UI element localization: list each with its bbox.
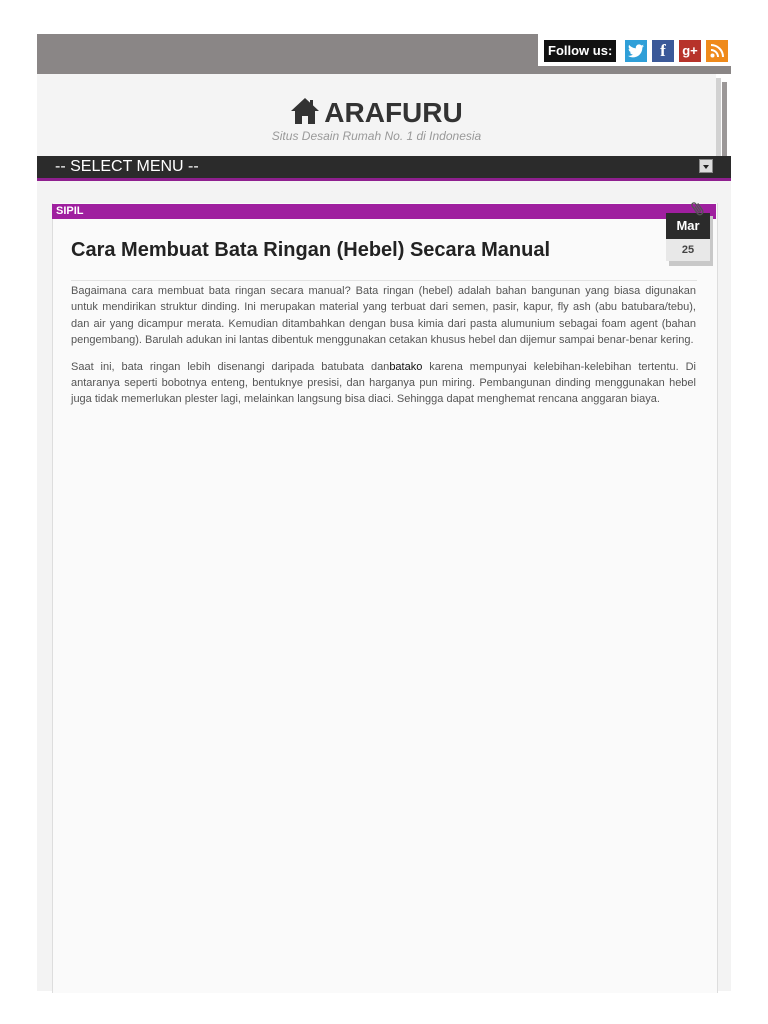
follow-us-panel [538,34,731,66]
chevron-down-icon[interactable] [699,159,713,173]
date-day: 25 [666,239,710,261]
facebook-icon[interactable]: f [652,40,674,62]
select-menu[interactable] [37,156,731,181]
post-paragraph: Saat ini, bata ringan lebih disenangi daripada batubata danbatako karena mempunyai kelebihan-kelebihan tertentu. Di antaranya seperti bobotnya enteng, bentuknye presisi, dan harganya pun miring. Pembangunan dinding menggunakan hebel juga tidak memerlukan plester lagi, melainkan langsung bisa diaci. Sehingga dapat menghemat rencana anggaran biaya. [71,360,696,406]
header-shadow [716,74,730,158]
title-divider [71,280,697,281]
category-label[interactable]: SIPIL [56,205,84,217]
site-name: ARAFURU [324,97,463,128]
top-bar [37,34,731,74]
select-menu-label: -- SELECT MENU -- [55,158,199,175]
site-header [37,74,716,158]
home-icon [290,97,320,133]
post-title[interactable]: Cara Membuat Bata Ringan (Hebel) Secara Manual [71,239,551,261]
site-tagline: Situs Desain Rumah No. 1 di Indonesia [271,129,482,143]
site-logo[interactable] [37,96,716,133]
google-plus-icon[interactable]: g+ [679,40,701,62]
post-body [71,283,696,418]
rss-icon[interactable] [706,40,728,62]
category-bar[interactable] [52,204,716,219]
batako-link[interactable]: batako [389,360,423,373]
follow-us-label: Follow us: [544,40,616,62]
twitter-icon[interactable] [625,40,647,62]
date-month: Mar [666,213,710,239]
post-paragraph: Bagaimana cara membuat bata ringan secara manual? Bata ringan (hebel) adalah bahan bangunan yang biasa digunakan untuk mendirikan struktur dinding. Ini merupakan material yang terbuat dari semen, pasir, kapur, fly ash (abu batubara/tebu), dan air yang dicampur merata. Kemudian ditambahkan dengan busa kimia dari pasta alumunium sebagai foam agent (bahan pengembang). Barulah adukan ini lantas dibentuk menggunakan cetakan khusus hebel dan dijemur sampai benar-benar kering. [71,285,696,347]
